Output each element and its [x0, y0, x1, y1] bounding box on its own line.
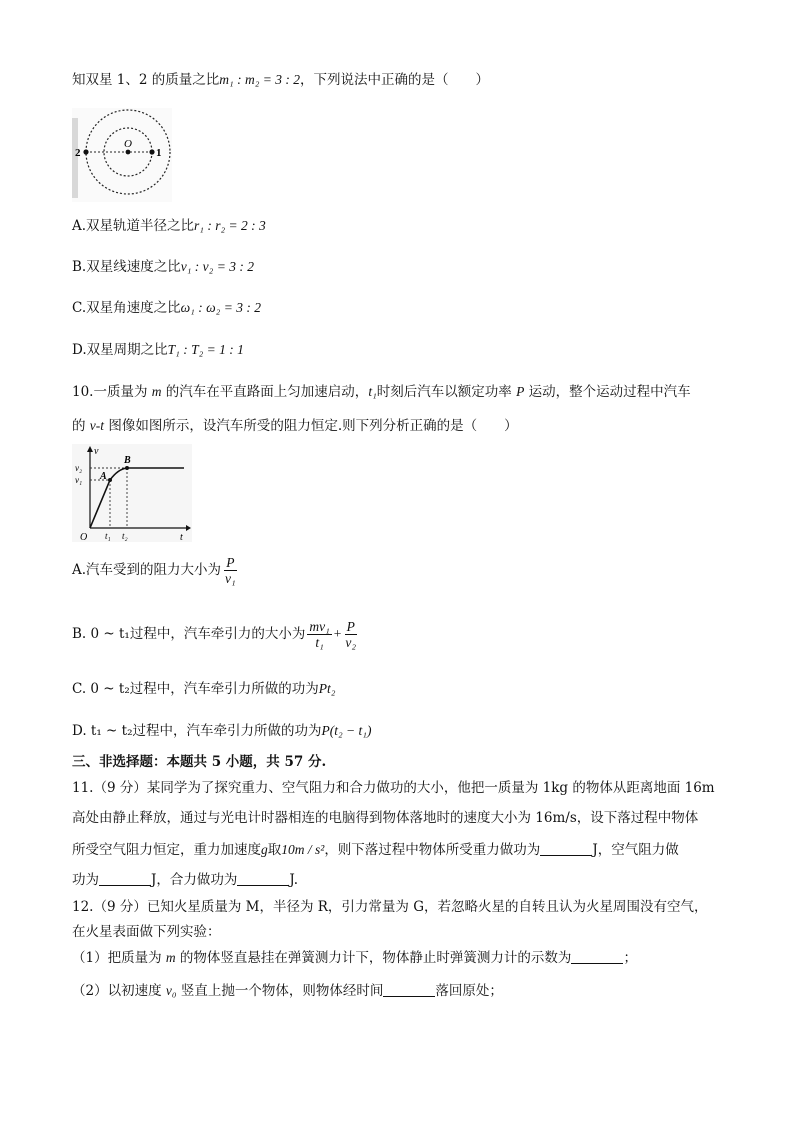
q10-option-a: A.汽车受到的阻力大小为 $\frac{P}{\text{v₁}}$: [72, 555, 236, 586]
star-1: [149, 149, 154, 154]
q11-line3: 所受空气阻力恒定，重力加速度g取10m / s²，则下落过程中物体所受重力做功为 J，空气阻力做: [72, 842, 679, 858]
svg-text:O: O: [80, 532, 88, 542]
q9-stem: 知双星 1、2 的质量之比m₁ : m₂ = 3 : 2，下列说法中正确的是（ ）: [72, 72, 490, 88]
q9-option-c: C.双星角速度之比ω₁ : ω₂ = 3 : 2: [72, 300, 261, 316]
answer-blank-spring-reading[interactable]: [571, 949, 623, 964]
svg-text:v₂: v₂: [75, 463, 83, 473]
svg-text:v: v: [94, 446, 99, 457]
q11-line4: 功为 J，合力做功为 J.: [72, 872, 299, 888]
label-1: 1: [156, 147, 162, 159]
svg-text:B: B: [124, 455, 131, 466]
q10-option-b: B. 0 ~ t₁过程中，汽车牵引力的大小为 $\frac{\text{mv₁}}{\text{t₁}}$ + $\frac{P}{\text{v₂}}$: [72, 619, 357, 650]
svg-text:t₁: t₁: [105, 531, 111, 541]
point-b-dot: [125, 466, 129, 470]
q9-option-d: D.双星周期之比T₁ : T₂ = 1 : 1: [72, 342, 244, 358]
q11-line2: 高处由静止释放，通过与光电计时器相连的电脑得到物体落地时的速度大小为 16m/s，设下落过程中物体: [72, 810, 699, 826]
answer-blank-fall-time[interactable]: [383, 982, 435, 997]
q12-line2: 在火星表面做下列实验：: [72, 924, 221, 940]
answer-blank-air-resistance-work[interactable]: [99, 871, 151, 886]
q9-option-a: A.双星轨道半径之比r₁ : r₂ = 2 : 3: [72, 218, 266, 234]
svg-text:v₁: v₁: [75, 475, 83, 485]
q9-option-b: B.双星线速度之比v₁ : v₂ = 3 : 2: [72, 259, 254, 275]
section-3-heading: 三、非选择题：本题共 5 小题，共 57 分.: [72, 754, 327, 770]
answer-blank-net-work[interactable]: [237, 871, 289, 886]
answer-blank-gravity-work[interactable]: [540, 841, 592, 856]
q10-option-d: D. t₁ ~ t₂过程中，汽车牵引力所做的功为P(t₂ − t₁): [72, 723, 372, 739]
svg-text:A: A: [100, 471, 107, 482]
q10-option-c: C. 0 ~ t₂过程中，汽车牵引力所做的功为Pt₂: [72, 681, 336, 697]
vt-graph: [72, 444, 192, 542]
star-2: [83, 149, 88, 154]
mass-ratio: m₁ : m₂ = 3 : 2: [219, 72, 301, 87]
q12-item2: （2）以初速度 v₀ 竖直上抛一个物体，则物体经时间 落回原处；: [72, 983, 503, 999]
svg-text:t₂: t₂: [122, 531, 128, 541]
binary-star-figure: [72, 108, 172, 202]
label-o: O: [124, 138, 132, 150]
svg-text:t: t: [180, 532, 183, 542]
q12-line1: 12.（9 分）已知火星质量为 M，半径为 R，引力常量为 G，若忽略火星的自转且认为火星周围没有空气，: [72, 899, 708, 915]
q10-stem-line1: 10.一质量为 m 的汽车在平直路面上匀加速启动，t₁时刻后汽车以额定功率 P 运动，整个运动过程中汽车: [72, 384, 691, 400]
center-o: [126, 150, 131, 155]
q11-line1: 11.（9 分）某同学为了探究重力、空气阻力和合力做功的大小，他把一质量为 1kg 的物体从距离地面 16m: [72, 780, 715, 796]
q12-item1: （1）把质量为 m 的物体竖直悬挂在弹簧测力计下，物体静止时弹簧测力计的示数为 ；: [72, 950, 637, 966]
q10-stem-line2: 的 v-t 图像如图所示，设汽车所受的阻力恒定.则下列分析正确的是（ ）: [72, 418, 518, 434]
label-2: 2: [75, 147, 81, 159]
point-a-dot: [108, 478, 112, 482]
